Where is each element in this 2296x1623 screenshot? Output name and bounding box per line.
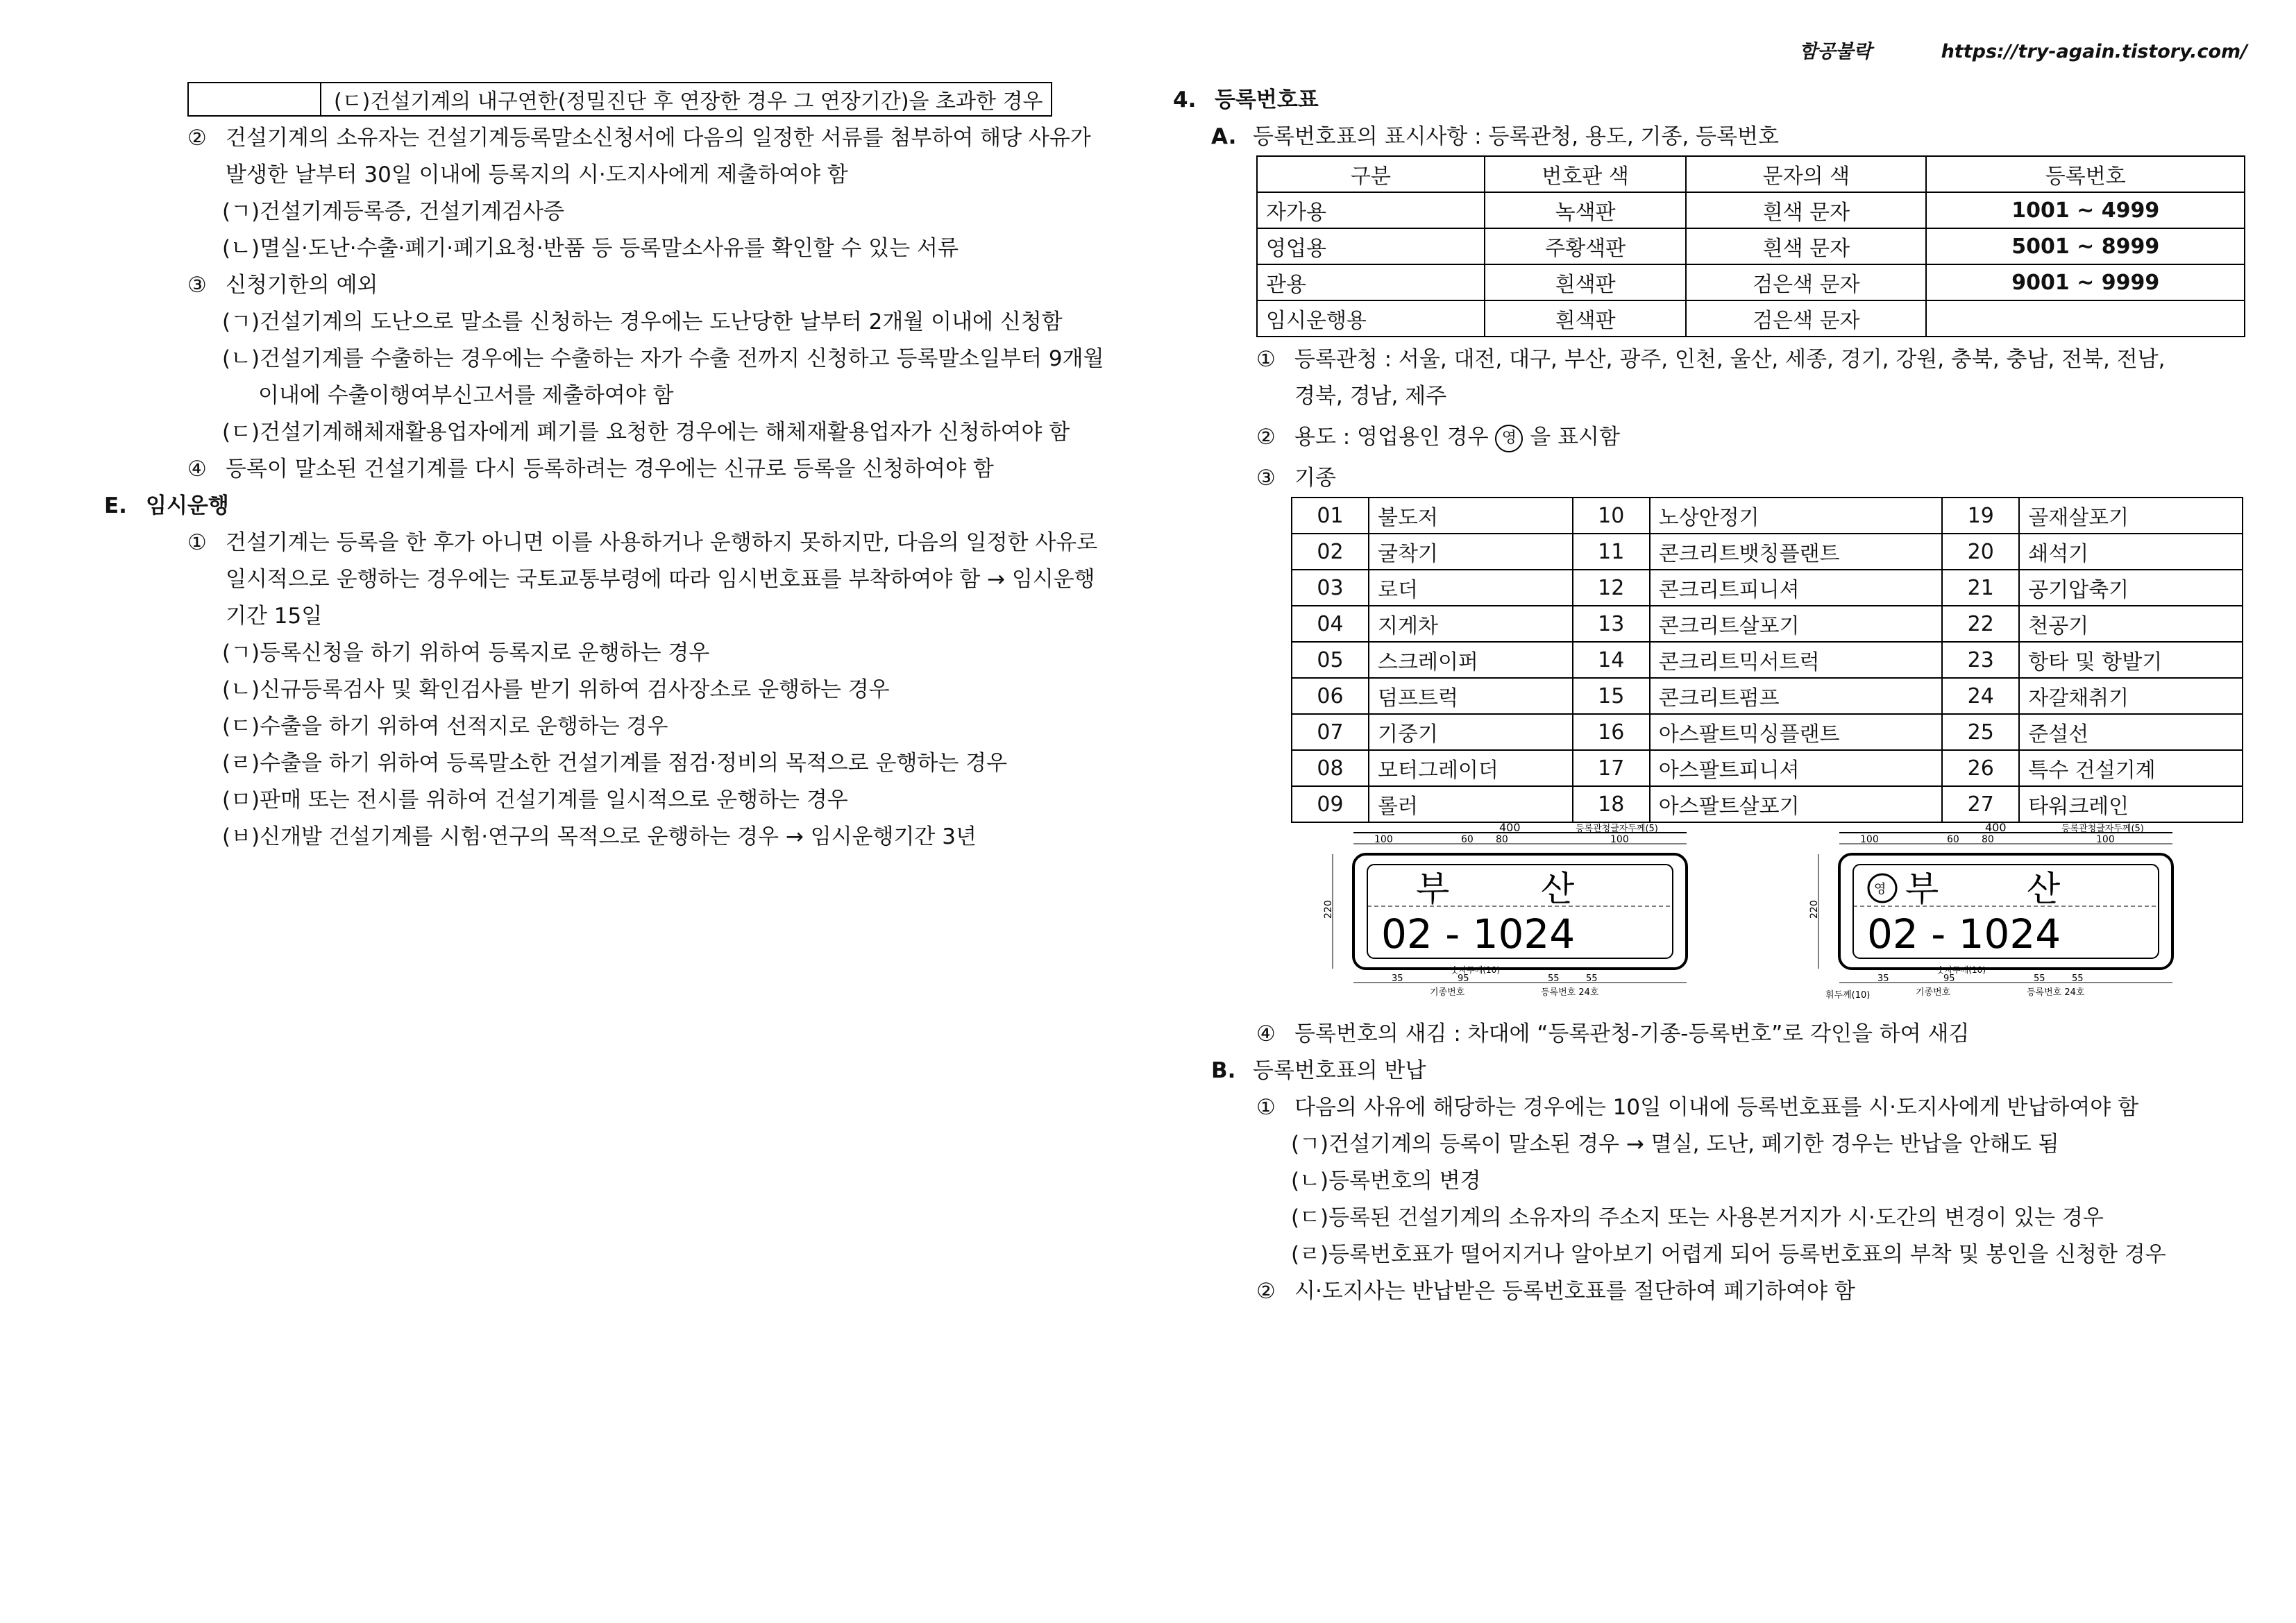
table-header: 번호판 색: [1485, 156, 1687, 192]
svg-text:95: 95: [1458, 974, 1469, 984]
table-cell: 검은색 문자: [1686, 300, 1926, 337]
table-row: 05 스크레이퍼 14 콘크리트믹서트럭 23 항타 및 항발기: [1292, 642, 2243, 678]
paragraph-a2: ② 용도 : 영업용인 경우 영 을 표시함: [1173, 419, 2245, 456]
table-cell: 주황색판: [1485, 228, 1687, 264]
list-item: (ㅂ)신개발 건설기계를 시험·연구의 목적으로 운행하는 경우 → 임시운행기간 3년: [222, 824, 977, 849]
deregistration-table: [187, 82, 1052, 117]
table-cell: 흰색 문자: [1686, 228, 1926, 264]
svg-text:220: 220: [1809, 900, 1820, 919]
business-use-mark-icon: 영: [1495, 425, 1523, 452]
list-item: (ㄹ)등록번호표가 떨어지거나 알아보기 어렵게 되어 등록번호표의 부착 및 봉인을 신청한 경우: [1291, 1242, 2166, 1267]
table-row: 03 로더 12 콘크리트피니셔 21 공기압축기: [1292, 570, 2243, 606]
table-cell: 자가용: [1257, 192, 1485, 228]
svg-text:숫자두께(10): 숫자두께(10): [1451, 965, 1501, 975]
svg-text:35: 35: [1392, 974, 1403, 984]
table-row: [1257, 300, 2245, 337]
plate-number: 02 - 1024: [1381, 910, 1576, 958]
paragraph-a1: ① 등록관청 : 서울, 대전, 대구, 부산, 광주, 인천, 울산, 세종, 경기, 강원, 충북, 충남, 전북, 전남,: [1256, 347, 2166, 372]
table-header: 구분: [1257, 156, 1485, 192]
table-row: 04 지게차 13 콘크리트살포기 22 천공기: [1292, 606, 2243, 642]
svg-text:80: 80: [1496, 834, 1508, 845]
list-item: (ㄱ)건설기계의 도난으로 말소를 신청하는 경우에는 도난당한 날부터 2개월 이내에 신청함: [222, 309, 1063, 334]
list-item: (ㄴ)등록번호의 변경: [1291, 1169, 1481, 1193]
registration-plate-table: [1256, 155, 2245, 337]
table-header-row: [1257, 156, 2245, 192]
paragraph-b2: ② 시·도지사는 반납받은 등록번호표를 절단하여 폐기하여야 함: [1256, 1279, 1855, 1304]
table-header: 등록번호: [1926, 156, 2245, 192]
paragraph-a1-cont: 경북, 경남, 제주: [1294, 384, 1447, 409]
table-cell: 녹색판: [1485, 192, 1687, 228]
list-item: (ㅁ)판매 또는 전시를 위하여 건설기계를 일시적으로 운행하는 경우: [222, 788, 848, 813]
list-item: (ㄴ)신규등록검사 및 확인검사를 받기 위하여 검사장소로 운행하는 경우: [222, 677, 890, 702]
table-cell: 임시운행용: [1257, 300, 1485, 337]
paragraph-e1-cont: 일시적으로 운행하는 경우에는 국토교통부령에 따라 임시번호표를 부착하여야 함 → 임시운행: [226, 567, 1095, 592]
svg-text:55: 55: [1586, 974, 1598, 984]
table-row: [1257, 228, 2245, 264]
section-4-heading: 4. 등록번호표: [1173, 87, 1319, 112]
svg-text:55: 55: [1548, 974, 1560, 984]
paragraph-e1: ① 건설기계는 등록을 한 후가 아니면 이를 사용하거나 운행하지 못하지만, 다음의 일정한 사유로: [187, 530, 1098, 555]
table-header: 문자의 색: [1686, 156, 1926, 192]
table-row: 07 기중기 16 아스팔트믹싱플랜트 25 준설선: [1292, 714, 2243, 750]
paragraph-a4: ④ 등록번호의 새김 : 차대에 “등록관청-기종-등록번호”로 각인을 하여 새김: [1256, 1021, 1970, 1046]
svg-text:60: 60: [1461, 834, 1474, 845]
list-item: (ㄷ)수출을 하기 위하여 선적지로 운행하는 경우: [222, 714, 668, 739]
svg-text:등록번호 24호: 등록번호 24호: [1541, 987, 1599, 998]
svg-text:80: 80: [1982, 834, 1994, 845]
list-item: (ㄱ)등록신청을 하기 위하여 등록지로 운행하는 경우: [222, 640, 710, 665]
svg-text:100: 100: [1860, 834, 1879, 845]
plate-diagrams: [1312, 823, 2245, 1010]
table-row: 01 불도저 10 노상안정기 19 골재살포기: [1292, 498, 2243, 534]
svg-text:100: 100: [1374, 834, 1393, 845]
table-row: [1257, 264, 2245, 300]
table-cell: [1926, 300, 2245, 337]
list-item: (ㄴ)건설기계를 수출하는 경우에는 수출하는 자가 수출 전까지 신청하고 등록말소일부터 9개월: [222, 346, 1104, 371]
svg-text:35: 35: [1877, 974, 1889, 984]
header-author: 함공불락: [1799, 41, 1872, 62]
paragraph-3: ③ 신청기한의 예외: [187, 273, 378, 298]
table-cell: 흰색 문자: [1686, 192, 1926, 228]
paragraph-2: ② 건설기계의 소유자는 건설기계등록말소신청서에 다음의 일정한 서류를 첨부하여 해당 사유가: [187, 126, 1091, 151]
table-row: 09 롤러 18 아스팔트살포기 27 타워크레인: [1292, 786, 2243, 822]
plate-diagram-private: [1312, 823, 1728, 1003]
list-item: (ㄴ)멸실·도난·수출·폐기·폐기요청·반품 등 등록말소사유를 확인할 수 있는 서류: [222, 236, 959, 261]
svg-text:기종번호: 기종번호: [1916, 987, 1951, 998]
section-e-heading: E. 임시운행: [104, 493, 229, 518]
svg-text:등록관청글자두께(5): 등록관청글자두께(5): [1576, 824, 1658, 834]
section-b-heading: B. 등록번호표의 반납: [1211, 1058, 1426, 1083]
svg-text:휘두께(10): 휘두께(10): [1825, 990, 1871, 1001]
list-item: (ㄷ)건설기계해체재활용업자에게 폐기를 요청한 경우에는 해체재활용업자가 신청하여야 함: [222, 420, 1070, 445]
svg-text:55: 55: [2072, 974, 2084, 984]
svg-text:등록관청글자두께(5): 등록관청글자두께(5): [2061, 824, 2144, 834]
table-row: [1257, 192, 2245, 228]
plate-region-char: 부: [1905, 869, 1939, 909]
plate-region-char: 산: [1541, 869, 1575, 909]
svg-text:기종번호: 기종번호: [1430, 987, 1465, 998]
plate-number: 02 - 1024: [1867, 910, 2061, 958]
svg-text:400: 400: [1985, 823, 2007, 834]
paragraph-a3: ③ 기종: [1256, 466, 1336, 491]
table-cell: 검은색 문자: [1686, 264, 1926, 300]
left-column: [104, 82, 1131, 856]
list-item: (ㄱ)건설기계의 등록이 말소된 경우 → 멸실, 도난, 폐기한 경우는 반납을 안해도 됨: [1291, 1132, 2059, 1157]
right-column: [1173, 82, 2245, 1310]
table-row: 06 덤프트럭 15 콘크리트펌프 24 자갈채취기: [1292, 678, 2243, 714]
svg-text:60: 60: [1947, 834, 1959, 845]
table-cell: (ㄷ)건설기계의 내구연한(정밀진단 후 연장한 경우 그 연장기간)을 초과한 경우: [321, 83, 1052, 116]
list-item: (ㄷ)등록된 건설기계의 소유자의 주소지 또는 사용본거지가 시·도간의 변경이 있는 경우: [1291, 1205, 2104, 1230]
table-cell: 5001 ~ 8999: [1926, 228, 2245, 264]
header-url: https://try-again.tistory.com/: [1941, 41, 2247, 62]
table-row: [188, 83, 1052, 116]
section-a-heading: A. 등록번호표의 표시사항 : 등록관청, 용도, 기종, 등록번호: [1211, 124, 1779, 149]
plate-region-char: 부: [1416, 869, 1450, 909]
svg-text:220: 220: [1323, 900, 1334, 919]
svg-text:100: 100: [1610, 834, 1629, 845]
table-row: 08 모터그레이더 17 아스팔트피니셔 26 특수 건설기계: [1292, 750, 2243, 786]
table-cell: 관용: [1257, 264, 1485, 300]
svg-text:숫자두께(10): 숫자두께(10): [1936, 965, 1986, 975]
table-row: 02 굴착기 11 콘크리트뱃칭플랜트 20 쇄석기: [1292, 534, 2243, 570]
table-cell: 9001 ~ 9999: [1926, 264, 2245, 300]
svg-text:영: 영: [1874, 882, 1886, 897]
paragraph-2-cont: 발생한 날부터 30일 이내에 등록지의 시·도지사에게 제출하여야 함: [226, 162, 848, 187]
list-item: (ㄱ)건설기계등록증, 건설기계검사증: [222, 199, 565, 224]
plate-diagram-business: [1798, 823, 2214, 1003]
list-item: (ㄹ)수출을 하기 위하여 등록말소한 건설기계를 점검·정비의 목적으로 운행하는 경우: [222, 751, 1008, 776]
svg-text:등록번호 24호: 등록번호 24호: [2027, 987, 2085, 998]
table-cell: 영업용: [1257, 228, 1485, 264]
paragraph-4: ④ 등록이 말소된 건설기계를 다시 등록하려는 경우에는 신규로 등록을 신청하여야 함: [187, 457, 994, 482]
paragraph-e1-cont: 기간 15일: [226, 604, 323, 629]
table-cell: 흰색판: [1485, 300, 1687, 337]
table-cell: 흰색판: [1485, 264, 1687, 300]
list-item-cont: 이내에 수출이행여부신고서를 제출하여야 함: [258, 383, 674, 408]
svg-text:100: 100: [2096, 834, 2115, 845]
table-cell: 1001 ~ 4999: [1926, 192, 2245, 228]
plate-region-char: 산: [2027, 869, 2061, 909]
svg-text:55: 55: [2034, 974, 2045, 984]
machine-kind-table: [1291, 497, 2243, 823]
page-header: [1799, 36, 2247, 63]
svg-text:95: 95: [1943, 974, 1955, 984]
svg-text:400: 400: [1499, 823, 1521, 834]
table-cell-empty: [188, 83, 321, 116]
paragraph-b1: ① 다음의 사유에 해당하는 경우에는 10일 이내에 등록번호표를 시·도지사에게 반납하여야 함: [1256, 1095, 2139, 1120]
